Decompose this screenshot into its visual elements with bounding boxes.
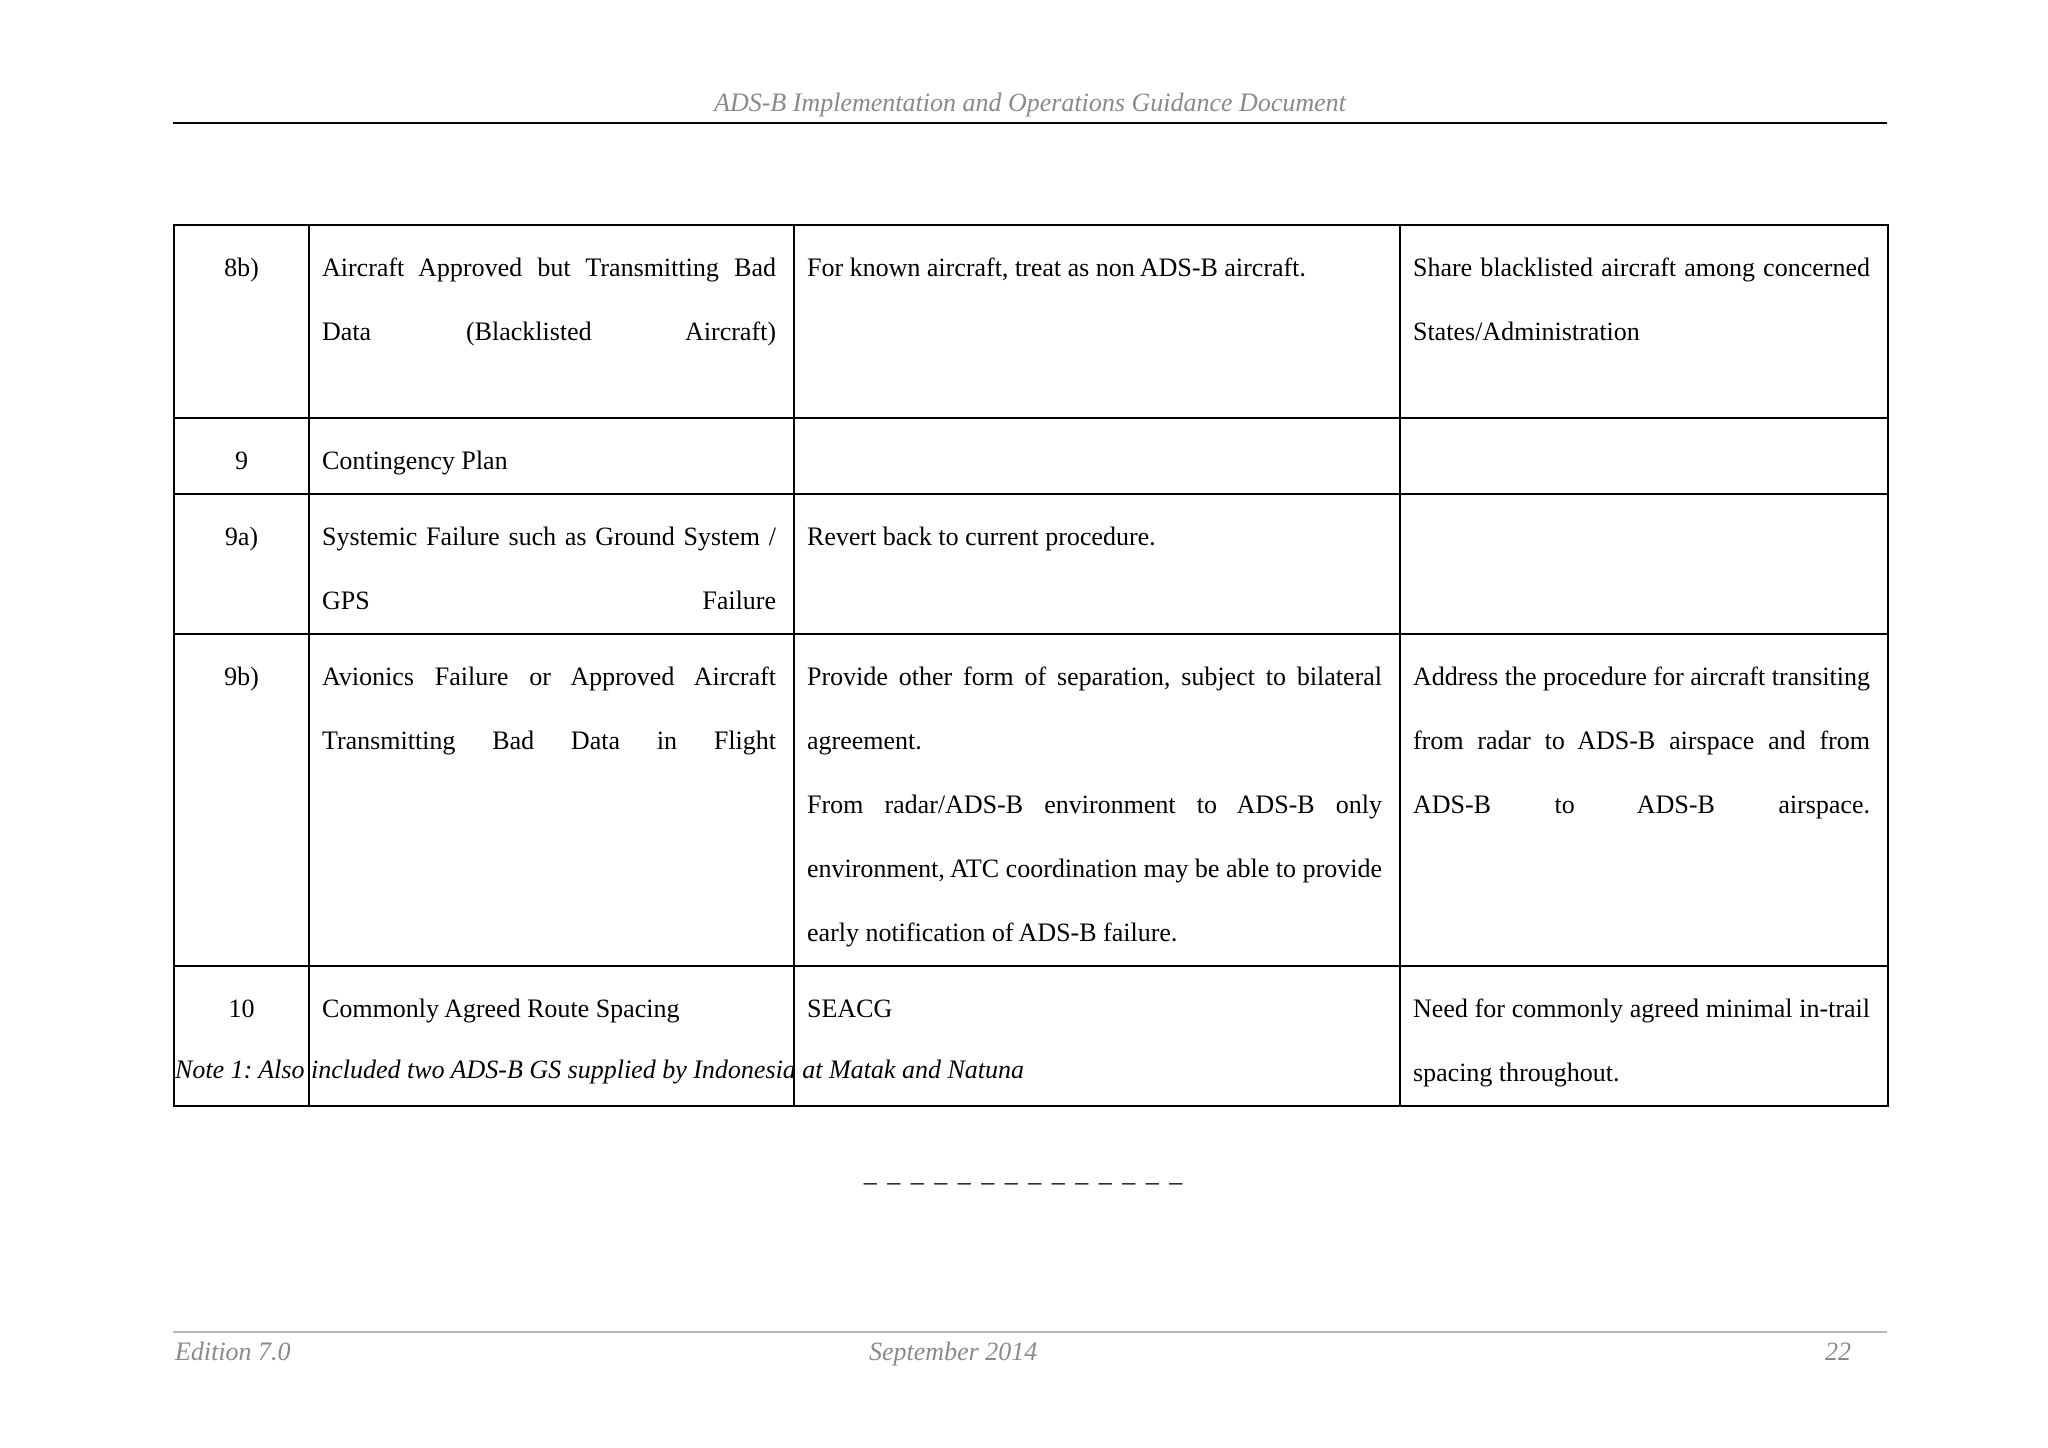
item-text: Avionics Failure or Approved Aircraft Transmitting Bad Data in Flight xyxy=(322,662,776,755)
action-cell: Revert back to current procedure. xyxy=(794,494,1400,634)
item-cell xyxy=(309,634,794,966)
item-cell: Contingency Plan xyxy=(309,418,794,494)
item-text: Aircraft Approved but Transmitting Bad Data (Blacklisted Aircraft) xyxy=(322,253,776,346)
action-paragraph: From radar/ADS-B environment to ADS-B only environment, ATC coordination may be able to provide early notification of ADS-B failure. xyxy=(807,790,1382,947)
section-separator: _ _ _ _ _ _ _ _ _ _ _ _ _ _ xyxy=(863,1158,1185,1187)
page-header: ADS-B Implementation and Operations Guidance Document xyxy=(173,84,1887,124)
action-cell: SEACG xyxy=(794,966,1400,1106)
page-footer xyxy=(173,1331,1887,1377)
row-number: 8b) xyxy=(174,225,309,418)
item-text: Systemic Failure such as Ground System / GPS Failure xyxy=(322,522,776,615)
action-cell xyxy=(794,634,1400,966)
action-cell xyxy=(794,418,1400,494)
footer-edition: Edition 7.0 xyxy=(175,1337,291,1366)
item-cell xyxy=(309,225,794,418)
remarks-text: Address the procedure for aircraft transiting from radar to ADS-B airspace and from ADS-B to ADS-B airspace. xyxy=(1413,662,1870,819)
guidance-table xyxy=(173,224,1889,1107)
remarks-cell xyxy=(1400,418,1888,494)
page-number: 22 xyxy=(1825,1337,1851,1366)
row-number: 10 xyxy=(174,966,309,1106)
row-number: 9 xyxy=(174,418,309,494)
table-row xyxy=(174,225,1888,418)
table-row xyxy=(174,418,1888,494)
row-number: 9a) xyxy=(174,494,309,634)
table-row xyxy=(174,634,1888,966)
action-cell: For known aircraft, treat as non ADS-B aircraft. xyxy=(794,225,1400,418)
table-note: Note 1: Also included two ADS-B GS supplied by Indonesia at Matak and Natuna xyxy=(175,1055,1025,1084)
remarks-cell xyxy=(1400,225,1888,418)
remarks-cell: Need for commonly agreed minimal in-trail spacing throughout. xyxy=(1400,966,1888,1106)
item-cell xyxy=(309,494,794,634)
action-paragraph: Provide other form of separation, subject to bilateral agreement. xyxy=(807,662,1382,755)
footer-date: September 2014 xyxy=(869,1337,1038,1366)
remarks-cell xyxy=(1400,494,1888,634)
row-number: 9b) xyxy=(174,634,309,966)
table-row xyxy=(174,494,1888,634)
item-cell: Commonly Agreed Route Spacing xyxy=(309,966,794,1106)
remarks-text: Share blacklisted aircraft among concerned States/Administration xyxy=(1413,253,1870,346)
remarks-cell xyxy=(1400,634,1888,966)
